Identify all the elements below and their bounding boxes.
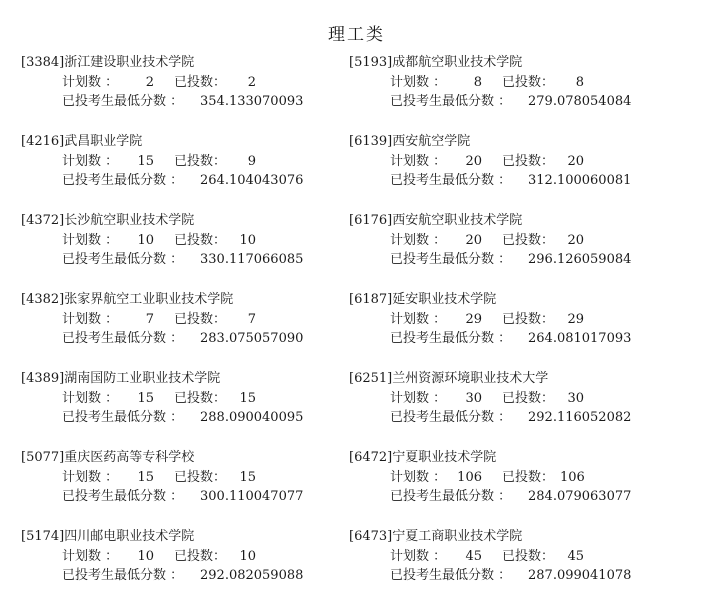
plan-value: 20	[465, 153, 482, 169]
min-score-value: 284.079063077	[528, 489, 632, 504]
min-score-value: 292.082059088	[200, 568, 304, 583]
min-score-label: 已投考生最低分数 ：	[62, 489, 184, 504]
plan-label: 计划数 ：	[62, 153, 119, 169]
min-score-label: 已投考生最低分数 ：	[62, 568, 184, 583]
plan-label: 计划数 ：	[390, 311, 447, 327]
plan-value: 106	[457, 469, 482, 485]
min-score-value: 330.117066085	[200, 252, 304, 267]
cast-label: 已投数：	[502, 548, 555, 564]
cast-value: 30	[567, 390, 584, 406]
school-entry	[349, 369, 631, 448]
plan-label: 计划数 ：	[390, 232, 447, 248]
plan-value: 30	[465, 390, 482, 406]
min-score-row	[21, 408, 303, 428]
plan-value: 2	[145, 74, 154, 90]
left-column	[21, 53, 303, 606]
school-name: [3384]浙江建设职业技术学院	[21, 55, 195, 70]
cast-value: 29	[567, 311, 584, 327]
plan-value: 10	[137, 232, 154, 248]
cast-label: 已投数：	[502, 153, 555, 169]
page-title: 理工类	[328, 25, 385, 45]
plan-row	[21, 547, 303, 567]
plan-label: 计划数 ：	[62, 469, 119, 485]
school-entry	[21, 448, 303, 527]
cast-label: 已投数：	[174, 548, 227, 564]
min-score-value: 296.126059084	[528, 252, 632, 267]
plan-row	[21, 73, 303, 93]
plan-row	[349, 547, 631, 567]
cast-value: 2	[247, 74, 256, 90]
school-entry	[349, 211, 631, 290]
cast-label: 已投数：	[502, 390, 555, 406]
school-name: [5174]四川邮电职业技术学院	[21, 529, 195, 544]
cast-label: 已投数：	[174, 153, 227, 169]
min-score-label: 已投考生最低分数 ：	[62, 331, 184, 346]
cast-value: 15	[239, 390, 256, 406]
plan-row	[349, 152, 631, 172]
cast-label: 已投数：	[174, 232, 227, 248]
min-score-label: 已投考生最低分数 ：	[62, 173, 184, 188]
min-score-label: 已投考生最低分数 ：	[62, 94, 184, 109]
min-score-label: 已投考生最低分数 ：	[390, 173, 512, 188]
cast-label: 已投数：	[502, 232, 555, 248]
plan-row	[21, 389, 303, 409]
min-score-label: 已投考生最低分数 ：	[390, 410, 512, 425]
school-name: [6251]兰州资源环境职业技术大学	[349, 371, 549, 386]
plan-label: 计划数 ：	[390, 153, 447, 169]
school-name: [4382]张家界航空工业职业技术学院	[21, 292, 234, 307]
plan-value: 20	[465, 232, 482, 248]
school-name: [6472]宁夏职业技术学院	[349, 450, 497, 465]
school-entry	[21, 211, 303, 290]
school-name: [6187]延安职业技术学院	[349, 292, 497, 307]
school-name: [4372]长沙航空职业技术学院	[21, 213, 195, 228]
plan-value: 15	[137, 153, 154, 169]
school-name: [6473]宁夏工商职业技术学院	[349, 529, 523, 544]
plan-row	[21, 152, 303, 172]
school-entry	[349, 527, 631, 606]
plan-row	[349, 73, 631, 93]
cast-value: 10	[239, 232, 256, 248]
min-score-value: 287.099041078	[528, 568, 632, 583]
min-score-row	[21, 171, 303, 191]
min-score-label: 已投考生最低分数 ：	[390, 568, 512, 583]
plan-label: 计划数 ：	[390, 548, 447, 564]
min-score-row	[21, 329, 303, 349]
min-score-row	[349, 408, 631, 428]
cast-value: 7	[247, 311, 256, 327]
plan-label: 计划数 ：	[62, 232, 119, 248]
cast-label: 已投数：	[174, 469, 227, 485]
plan-row	[21, 310, 303, 330]
min-score-row	[21, 487, 303, 507]
cast-label: 已投数：	[174, 74, 227, 90]
school-entry	[349, 448, 631, 527]
min-score-row	[349, 92, 631, 112]
min-score-label: 已投考生最低分数 ：	[390, 489, 512, 504]
min-score-value: 300.110047077	[200, 489, 304, 504]
min-score-label: 已投考生最低分数 ：	[390, 331, 512, 346]
cast-label: 已投数：	[174, 311, 227, 327]
plan-label: 计划数 ：	[390, 469, 447, 485]
min-score-row	[349, 171, 631, 191]
cast-value: 15	[239, 469, 256, 485]
school-name: [6176]西安航空职业技术学院	[349, 213, 523, 228]
cast-value: 10	[239, 548, 256, 564]
cast-value: 20	[567, 232, 584, 248]
cast-label: 已投数：	[174, 390, 227, 406]
school-entry	[349, 290, 631, 369]
plan-value: 7	[145, 311, 154, 327]
min-score-value: 283.075057090	[200, 331, 304, 346]
min-score-value: 264.104043076	[200, 173, 304, 188]
cast-value: 20	[567, 153, 584, 169]
min-score-value: 279.078054084	[528, 94, 632, 109]
min-score-row	[349, 250, 631, 270]
cast-label: 已投数：	[502, 311, 555, 327]
min-score-row	[349, 487, 631, 507]
cast-label: 已投数：	[502, 469, 555, 485]
school-entry	[349, 53, 631, 132]
school-name: [5193]成都航空职业技术学院	[349, 55, 523, 70]
min-score-value: 312.100060081	[528, 173, 632, 188]
min-score-row	[21, 250, 303, 270]
school-entry	[21, 53, 303, 132]
plan-value: 45	[465, 548, 482, 564]
cast-label: 已投数：	[502, 74, 555, 90]
min-score-row	[349, 566, 631, 586]
right-column	[349, 53, 631, 606]
min-score-value: 264.081017093	[528, 331, 632, 346]
school-name: [4216]武昌职业学院	[21, 134, 143, 149]
plan-label: 计划数 ：	[62, 548, 119, 564]
min-score-label: 已投考生最低分数 ：	[390, 252, 512, 267]
plan-value: 29	[465, 311, 482, 327]
plan-row	[349, 310, 631, 330]
plan-label: 计划数 ：	[62, 390, 119, 406]
plan-row	[21, 468, 303, 488]
plan-label: 计划数 ：	[62, 311, 119, 327]
school-name: [6139]西安航空学院	[349, 134, 471, 149]
plan-value: 8	[473, 74, 482, 90]
plan-row	[349, 231, 631, 251]
plan-value: 15	[137, 390, 154, 406]
school-entry	[349, 132, 631, 211]
min-score-value: 288.090040095	[200, 410, 304, 425]
cast-value: 106	[560, 469, 585, 485]
plan-label: 计划数 ：	[390, 74, 447, 90]
school-name: [5077]重庆医药高等专科学校	[21, 450, 195, 465]
min-score-row	[21, 566, 303, 586]
min-score-label: 已投考生最低分数 ：	[62, 410, 184, 425]
min-score-label: 已投考生最低分数 ：	[62, 252, 184, 267]
min-score-label: 已投考生最低分数 ：	[390, 94, 512, 109]
plan-label: 计划数 ：	[62, 74, 119, 90]
plan-row	[349, 468, 631, 488]
plan-row	[21, 231, 303, 251]
school-entry	[21, 290, 303, 369]
cast-value: 9	[247, 153, 256, 169]
min-score-row	[21, 92, 303, 112]
plan-value: 10	[137, 548, 154, 564]
min-score-value: 292.116052082	[528, 410, 632, 425]
plan-value: 15	[137, 469, 154, 485]
min-score-row	[349, 329, 631, 349]
school-entry	[21, 527, 303, 606]
school-entry	[21, 132, 303, 211]
plan-row	[349, 389, 631, 409]
school-name: [4389]湖南国防工业职业技术学院	[21, 371, 221, 386]
school-entry	[21, 369, 303, 448]
cast-value: 8	[575, 74, 584, 90]
min-score-value: 354.133070093	[200, 94, 304, 109]
cast-value: 45	[567, 548, 584, 564]
plan-label: 计划数 ：	[390, 390, 447, 406]
